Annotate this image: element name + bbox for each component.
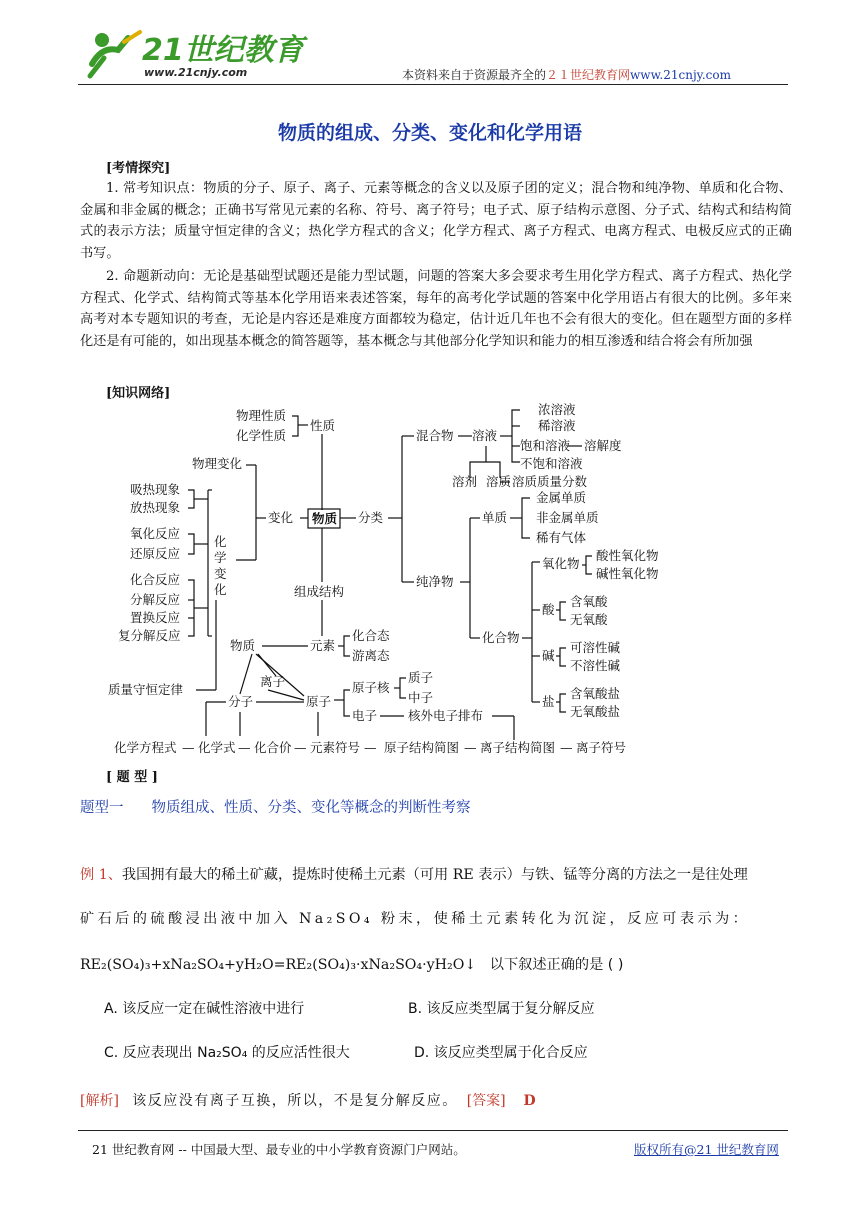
node-conc: 浓溶液 (538, 402, 576, 417)
section-heading-exam: [考情探究] (106, 161, 171, 176)
example-line-3 (80, 954, 623, 974)
chain-equation: 化学方程式 (114, 740, 177, 755)
node-dilute: 稀溶液 (538, 418, 576, 433)
chain-atom-diagram: 原子结构简图 (384, 740, 460, 755)
example-equation: RE₂(SO₄)₃+xNa₂SO₄+yH₂O=RE₂(SO₄)₃·xNa₂SO₄·yH₂O↓ (80, 957, 477, 973)
node-solubility: 溶解度 (584, 438, 622, 453)
node-change: 变化 (268, 510, 294, 525)
node-decomposition: 分解反应 (130, 592, 181, 607)
header-note-site[interactable]: ２１世纪教育网 (546, 68, 631, 82)
node-atom: 原子 (306, 694, 332, 709)
svg-text:化: 化 (214, 582, 227, 597)
chain-dash-6: — (560, 740, 573, 755)
node-substance: 物质 (230, 638, 256, 653)
option-d[interactable]: D. 该反应类型属于化合反应 (414, 1045, 588, 1061)
node-base-oxide: 碱性氧化物 (596, 566, 659, 581)
node-element: 元素 (310, 638, 336, 653)
node-mixture: 混合物 (416, 428, 454, 443)
node-displacement: 置换反应 (130, 610, 181, 625)
svg-text:变: 变 (214, 566, 227, 581)
node-classify: 分类 (358, 510, 384, 525)
node-nonmetal: 非金属单质 (536, 510, 599, 525)
node-acid-oxide: 酸性氧化物 (596, 548, 659, 563)
node-acid: 酸 (542, 602, 555, 617)
node-solvent: 溶剂 (452, 474, 478, 489)
chain-dash-1: — (182, 740, 195, 755)
node-chemical-props: 化学性质 (236, 428, 287, 443)
node-unsaturated: 不饱和溶液 (520, 456, 583, 471)
node-solution: 溶液 (472, 428, 498, 443)
footer-copyright-link[interactable]: 版权所有@21 世纪教育网 (634, 1142, 779, 1157)
node-combined-state: 化合态 (352, 628, 390, 643)
chain-dash-5: — (464, 740, 477, 755)
chain-formula: 化学式 (198, 740, 236, 755)
chain-dash-3: — (294, 740, 307, 755)
paragraph-trends: 2. 命题新动向：无论是基础型试题还是能力型试题，问题的答案大多会要求考生用化学方程式、离子方程式、热化学方程式、化学式、结构简式等基本化学用语来表述答案，每年的高考化学试题的答案中化学用语占有很大的比例。多年来高考对本专题知识的考查，无论是内容还是难度方面都较为稳定，估计近几年也不会有很大的变化。但在题型方面的多样化还是有可能的，如出现基本概念的简答题等，基本概念与其他部分化学知识和能力的相互渗透和结合将会有所加强 (80, 269, 792, 349)
option-b[interactable]: B. 该反应类型属于复分解反应 (408, 1001, 595, 1017)
node-conservation: 质量守恒定律 (108, 682, 184, 697)
answer-label: [答案] (466, 1093, 506, 1109)
example-line-1 (80, 864, 748, 884)
node-nucleus: 原子核 (352, 680, 390, 695)
node-oxyacid: 含氧酸 (570, 594, 608, 609)
chain-symbol: 元素符号 (310, 740, 361, 755)
node-proton: 质子 (408, 670, 434, 685)
option-a[interactable]: A. 该反应一定在碱性溶液中进行 (104, 1001, 305, 1017)
logo-text: 21世纪教育 (142, 33, 304, 68)
analysis-text: 该反应没有离子互换，所以，不是复分解反应。 (132, 1093, 458, 1109)
node-nonoxyacid: 无氧酸 (570, 612, 608, 627)
section-heading-network: [知识网络] (106, 386, 171, 401)
node-physical-change: 物理变化 (192, 456, 243, 471)
answer-value: D (523, 1093, 536, 1109)
analysis-label: [解析] (80, 1093, 119, 1109)
node-nonoxysalt: 无氧酸盐 (570, 704, 621, 719)
footer-divider (78, 1130, 788, 1131)
chain-ion-symbol: 离子符号 (576, 740, 627, 755)
paragraph-knowledge-points: 1. 常考知识点：物质的分子、原子、离子、元素等概念的含义以及原子团的定义；混合物和纯净物、单质和化合物、金属和非金属的概念；正确书写常见元素的名称、符号、离子符号；电子式、原子结构示意图、分子式、结构式和结构简式的表示方法；质量守恒定律的含义；热化学方程式的含义；化学方程式、离子方程式、电离方程式、电极反应式的正确书写。 (80, 181, 792, 261)
node-reduction: 还原反应 (130, 546, 181, 561)
node-soluble-base: 可溶性碱 (570, 640, 621, 655)
node-oxidation: 氧化反应 (130, 526, 181, 541)
node-chem-change (214, 534, 227, 597)
node-center-substance: 物质 (312, 511, 338, 526)
node-oxysalt: 含氧酸盐 (570, 686, 621, 701)
chain-dash-2: — (238, 740, 251, 755)
type1-number: 题型一 (80, 800, 124, 816)
node-molecule: 分子 (228, 694, 254, 709)
footer-left: 21 世纪教育网 -- 中国最大型、最专业的中小学教育资源门户网站。 (92, 1142, 466, 1157)
chain-dash-4: — (364, 740, 377, 755)
node-element-substance: 单质 (482, 510, 508, 525)
bottom-chain (114, 740, 626, 755)
chain-ion-diagram: 离子结构简图 (480, 740, 556, 755)
option-c[interactable]: C. 反应表现出 Na₂SO₄ 的反应活性很大 (104, 1045, 350, 1061)
node-structure: 组成结构 (294, 584, 345, 599)
chain-valence: 化合价 (254, 740, 292, 755)
node-property: 性质 (310, 418, 336, 433)
node-compound: 化合物 (482, 630, 520, 645)
node-electron-config: 核外电子排布 (408, 708, 484, 723)
svg-text:化: 化 (214, 534, 227, 549)
node-solute: 溶质 (486, 474, 512, 489)
example-question: 以下叙述正确的是 ( ) (489, 957, 624, 973)
svg-text:学: 学 (214, 550, 227, 565)
node-noble: 稀有气体 (536, 530, 587, 545)
node-free-state: 游离态 (352, 648, 390, 663)
node-combination: 化合反应 (130, 572, 181, 587)
node-ion: 离子 (260, 674, 286, 689)
node-metal: 金属单质 (536, 490, 587, 505)
type1-heading (80, 796, 499, 817)
node-double-decomp: 复分解反应 (118, 628, 181, 643)
node-electron: 电子 (352, 708, 378, 723)
node-physical-props: 物理性质 (236, 408, 287, 423)
example-line-2: 矿石后的硫酸浸出液中加入 Na₂SO₄ 粉末，使稀土元素转化为沉淀，反应可表示为： (80, 911, 751, 927)
type1-text: 物质组成、性质、分类、变化等概念的判断性考察 (151, 800, 471, 816)
node-exothermic: 放热现象 (130, 500, 181, 515)
page-title: 物质的组成、分类、变化和化学用语 (277, 122, 582, 144)
node-salt: 盐 (542, 694, 555, 709)
node-base: 碱 (542, 648, 555, 663)
node-endothermic: 吸热现象 (130, 482, 181, 497)
header-note-prefix: 本资料来自于资源最齐全的 (402, 68, 547, 82)
node-pure: 纯净物 (416, 574, 454, 589)
node-neutron: 中子 (408, 690, 434, 705)
node-insoluble-base: 不溶性碱 (570, 658, 621, 673)
logo-url: www.21cnjy.com (144, 66, 248, 79)
node-oxide: 氧化物 (542, 556, 580, 571)
node-saturated: 饱和溶液 (520, 438, 571, 453)
example-text-1: 我国拥有最大的稀土矿藏，提炼时使稀土元素（可用 RE 表示）与铁、锰等分离的方法之一是往处理 (121, 867, 748, 883)
header-note-url[interactable]: www.21cnjy.com (630, 68, 731, 82)
section-heading-types: [ 题 型 ] (106, 770, 158, 785)
analysis-line (80, 1090, 536, 1110)
example-label: 例 1、 (80, 867, 122, 883)
node-mass-fraction: 溶质质量分数 (512, 474, 588, 489)
